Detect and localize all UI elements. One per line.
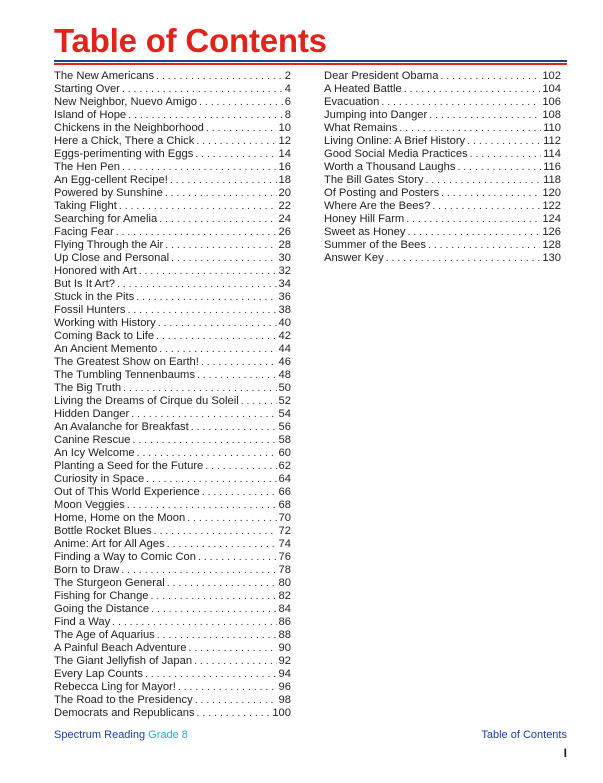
toc-leader-dots	[467, 135, 541, 148]
toc-leader-dots	[187, 512, 276, 525]
toc-entry-title: An Avalanche for Breakfast	[54, 421, 189, 433]
toc-leader-dots	[151, 590, 277, 603]
toc-entry	[54, 161, 291, 174]
toc-leader-dots	[202, 486, 277, 499]
toc-entry-page: 16	[278, 161, 291, 173]
toc-entry-title: Jumping into Danger	[324, 109, 428, 121]
toc-leader-dots	[159, 343, 276, 356]
toc-entry-title: Living Online: A Brief History	[324, 135, 466, 147]
toc-entry-title: Island of Hope	[54, 109, 127, 121]
toc-entry-page: 98	[278, 694, 291, 706]
toc-leader-dots	[429, 109, 540, 122]
toc-entry-title: Curiosity in Space	[54, 473, 145, 485]
toc-leader-dots	[171, 252, 276, 265]
toc-entry-page: 100	[272, 707, 291, 719]
toc-entry-page: 64	[278, 473, 291, 485]
toc-entry-title: But Is It Art?	[54, 278, 115, 290]
toc-entry-page: 24	[278, 213, 291, 225]
toc-entry-title: A Heated Battle	[324, 83, 402, 95]
toc-entry-title: Good Social Media Practices	[324, 148, 468, 160]
toc-entry	[324, 187, 561, 200]
toc-entry-page: 52	[278, 395, 291, 407]
toc-leader-dots	[112, 616, 276, 629]
toc-entry	[54, 265, 291, 278]
toc-leader-dots	[156, 70, 283, 83]
toc-entry	[54, 642, 291, 655]
toc-leader-dots	[197, 707, 271, 720]
toc-entry-title: Answer Key	[324, 252, 384, 264]
toc-leader-dots	[470, 148, 542, 161]
toc-entry-title: Worth a Thousand Laughs	[324, 161, 456, 173]
toc-entry-page: 118	[543, 174, 561, 186]
toc-entry	[324, 70, 561, 83]
toc-entry	[324, 213, 561, 226]
toc-leader-dots	[146, 473, 276, 486]
toc-leader-dots	[178, 681, 277, 694]
toc-entry	[54, 83, 291, 96]
toc-entry-title: Summer of the Bees	[324, 239, 426, 251]
toc-leader-dots	[432, 200, 540, 213]
toc-entry-page: 72	[278, 525, 291, 537]
toc-leader-dots	[127, 499, 277, 512]
toc-entry-page: 34	[278, 278, 291, 290]
toc-leader-dots	[133, 434, 277, 447]
toc-entry-page: 6	[284, 96, 291, 108]
toc-entry	[54, 187, 291, 200]
toc-entry	[54, 174, 291, 187]
toc-entry	[54, 278, 291, 291]
toc-entry-title: The Giant Jellyfish of Japan	[54, 655, 193, 667]
toc-entry	[54, 395, 291, 408]
toc-entry-page: 8	[284, 109, 291, 121]
toc-entry-page: 78	[278, 564, 291, 576]
toc-leader-dots	[117, 278, 277, 291]
toc-entry	[54, 369, 291, 382]
toc-entry-page: 32	[278, 265, 291, 277]
toc-entry-title: Chickens in the Neighborhood	[54, 122, 204, 134]
toc-entry-page: 38	[278, 304, 291, 316]
toc-entry-title: Fossil Hunters	[54, 304, 126, 316]
toc-leader-dots	[145, 668, 277, 681]
toc-entry	[54, 616, 291, 629]
toc-leader-dots	[170, 174, 277, 187]
toc-entry-title: The Big Truth	[54, 382, 122, 394]
toc-entry-page: 70	[278, 512, 291, 524]
toc-entry-title: Find a Way	[54, 616, 111, 628]
toc-leader-dots	[441, 187, 540, 200]
footer-series	[54, 729, 188, 741]
toc-leader-dots	[128, 109, 283, 122]
toc-leader-dots	[119, 200, 277, 213]
toc-entry	[54, 681, 291, 694]
toc-entry-page: 30	[278, 252, 291, 264]
toc-entry-title: Dear President Obama	[324, 70, 439, 82]
toc-entry-page: 102	[542, 70, 561, 82]
toc-leader-dots	[241, 395, 277, 408]
toc-entry-page: 124	[542, 213, 561, 225]
toc-leader-dots	[167, 538, 277, 551]
toc-leader-dots	[404, 83, 541, 96]
toc-leader-dots	[194, 655, 276, 668]
toc-leader-dots	[128, 304, 277, 317]
toc-entry-page: 14	[278, 148, 291, 160]
toc-entry-page: 128	[542, 239, 561, 251]
toc-entry	[54, 694, 291, 707]
toc-entry-page: 62	[278, 460, 291, 472]
toc-leader-dots	[195, 148, 276, 161]
toc-entry-title: Stuck in the Pits	[54, 291, 135, 303]
toc-entry-page: 116	[543, 161, 561, 173]
toc-entry-title: The Hen Pen	[54, 161, 120, 173]
toc-entry	[54, 317, 291, 330]
toc-entry-page: 44	[278, 343, 291, 355]
footer-grade: Grade 8	[148, 729, 188, 741]
toc-entry-title: A Painful Beach Adventure	[54, 642, 187, 654]
toc-entry-title: Of Posting and Posters	[324, 187, 440, 199]
toc-entry-title: Sweet as Honey	[324, 226, 406, 238]
toc-entry	[54, 707, 291, 720]
toc-entry-title: An Icy Welcome	[54, 447, 135, 459]
toc-entry-title: Fishing for Change	[54, 590, 149, 602]
toc-leader-dots	[440, 70, 540, 83]
toc-entry	[54, 447, 291, 460]
toc-entry-title: Bottle Rocket Blues	[54, 525, 152, 537]
toc-entry-title: An Ancient Memento	[54, 343, 158, 355]
toc-entry-page: 88	[278, 629, 291, 641]
title-rule-red	[54, 63, 567, 65]
toc-entry-title: Eggs-perimenting with Eggs	[54, 148, 194, 160]
toc-entry-title: The Tumbling Tennenbaums	[54, 369, 195, 381]
toc-entry-page: 56	[278, 421, 291, 433]
toc-entry	[54, 304, 291, 317]
toc-entry	[54, 564, 291, 577]
toc-entry	[54, 499, 291, 512]
toc-entry-page: 48	[278, 369, 291, 381]
toc-entry-title: Starting Over	[54, 83, 120, 95]
toc-entry-page: 66	[278, 486, 291, 498]
toc-entry-title: Planting a Seed for the Future	[54, 460, 204, 472]
toc-entry-title: The Greatest Show on Earth!	[54, 356, 199, 368]
toc-leader-dots	[205, 460, 276, 473]
toc-leader-dots	[201, 356, 277, 369]
toc-entry	[324, 174, 561, 187]
toc-entry-page: 68	[278, 499, 291, 511]
toc-entry-title: Taking Flight	[54, 200, 117, 212]
toc-entry	[324, 122, 561, 135]
toc-leader-dots	[198, 551, 277, 564]
toc-entry	[54, 655, 291, 668]
toc-entry-page: 106	[542, 96, 561, 108]
toc-column-left	[54, 70, 291, 720]
toc-entry-page: 22	[278, 200, 291, 212]
toc-leader-dots	[196, 135, 276, 148]
toc-leader-dots	[425, 174, 541, 187]
toc-entry-page: 46	[278, 356, 291, 368]
toc-entry	[54, 109, 291, 122]
toc-entry	[54, 122, 291, 135]
toc-entry-title: Born to Draw	[54, 564, 120, 576]
toc-entry-page: 82	[278, 590, 291, 602]
toc-entry-title: Going the Distance	[54, 603, 150, 615]
toc-entry-page: 20	[278, 187, 291, 199]
toc-leader-dots	[151, 603, 276, 616]
toc-entry-page: 28	[278, 239, 291, 251]
toc-entry	[324, 239, 561, 252]
toc-entry-page: 114	[543, 148, 561, 160]
title-rule-blue	[54, 60, 567, 62]
toc-entry-page: 12	[278, 135, 291, 147]
toc-entry-title: Working with History	[54, 317, 156, 329]
toc-leader-dots	[157, 629, 277, 642]
toc-entry	[54, 213, 291, 226]
toc-entry-title: Honey Hill Farm	[324, 213, 405, 225]
toc-entry-title: An Egg-cellent Recipe!	[54, 174, 168, 186]
toc-leader-dots	[165, 187, 277, 200]
toc-entry-page: 74	[278, 538, 291, 550]
toc-entry-page: 40	[278, 317, 291, 329]
toc-leader-dots	[199, 96, 283, 109]
toc-entry-title: The Age of Aquarius	[54, 629, 155, 641]
toc-leader-dots	[137, 447, 277, 460]
toc-entry-page: 122	[542, 200, 561, 212]
toc-entry	[54, 434, 291, 447]
toc-entry-title: Canine Rescue	[54, 434, 131, 446]
toc-entry	[54, 135, 291, 148]
toc-leader-dots	[165, 239, 276, 252]
toc-entry-page: 54	[278, 408, 291, 420]
toc-entry	[324, 135, 561, 148]
toc-entry-page: 42	[278, 330, 291, 342]
toc-entry-title: Democrats and Republicans	[54, 707, 195, 719]
page-title: Table of Contents	[54, 22, 327, 59]
toc-entry	[54, 577, 291, 590]
toc-entry-page: 60	[278, 447, 291, 459]
toc-entry-page: 10	[278, 122, 291, 134]
toc-entry-page: 120	[542, 187, 561, 199]
toc-leader-dots	[136, 291, 276, 304]
toc-entry	[54, 200, 291, 213]
toc-entry	[54, 421, 291, 434]
toc-entry	[54, 590, 291, 603]
toc-entry-title: The Sturgeon General	[54, 577, 165, 589]
toc-leader-dots	[195, 694, 277, 707]
toc-entry-title: Hidden Danger	[54, 408, 130, 420]
toc-entry-page: 4	[284, 83, 291, 95]
toc-leader-dots	[191, 421, 277, 434]
toc-leader-dots	[428, 239, 540, 252]
toc-entry-page: 92	[278, 655, 291, 667]
toc-entry-title: Facing Fear	[54, 226, 114, 238]
toc-entry-title: What Remains	[324, 122, 398, 134]
toc-entry-page: 112	[543, 135, 561, 147]
toc-entry-title: The Bill Gates Story	[324, 174, 424, 186]
toc-entry-page: 76	[278, 551, 291, 563]
toc-entry-page: 84	[278, 603, 291, 615]
toc-entry	[324, 161, 561, 174]
toc-leader-dots	[158, 317, 277, 330]
toc-entry-page: 26	[278, 226, 291, 238]
toc-entry	[54, 356, 291, 369]
toc-leader-dots	[122, 161, 277, 174]
toc-leader-dots	[188, 642, 276, 655]
toc-leader-dots	[139, 265, 277, 278]
footer-series-name: Spectrum Reading	[54, 729, 146, 741]
toc-leader-dots	[122, 83, 283, 96]
toc-entry-page: 80	[278, 577, 291, 589]
toc-entry-title: Living the Dreams of Cirque du Soleil	[54, 395, 239, 407]
toc-entry	[54, 408, 291, 421]
toc-entry	[54, 512, 291, 525]
toc-leader-dots	[206, 122, 277, 135]
toc-entry-title: The New Americans	[54, 70, 155, 82]
toc-entry	[54, 460, 291, 473]
toc-entry	[54, 291, 291, 304]
toc-entry-title: Searching for Amelia	[54, 213, 158, 225]
toc-entry	[324, 148, 561, 161]
toc-leader-dots	[131, 408, 276, 421]
toc-entry	[54, 382, 291, 395]
toc-entry	[324, 83, 561, 96]
toc-entry-title: Where Are the Bees?	[324, 200, 431, 212]
toc-leader-dots	[381, 96, 540, 109]
toc-entry-page: 58	[278, 434, 291, 446]
toc-entry-page: 2	[284, 70, 291, 82]
toc-entry-title: Every Lap Counts	[54, 668, 143, 680]
toc-entry	[324, 226, 561, 239]
toc-entry-page: 90	[278, 642, 291, 654]
toc-entry-page: 126	[542, 226, 561, 238]
toc-leader-dots	[154, 525, 277, 538]
toc-entry	[54, 70, 291, 83]
toc-entry	[54, 226, 291, 239]
toc-entry-page: 86	[278, 616, 291, 628]
toc-entry-title: Home, Home on the Moon	[54, 512, 186, 524]
toc-leader-dots	[457, 161, 541, 174]
toc-entry	[54, 668, 291, 681]
toc-entry-title: Up Close and Personal	[54, 252, 170, 264]
toc-entry-title: Out of This World Experience	[54, 486, 200, 498]
toc-entry-page: 130	[542, 252, 561, 264]
toc-leader-dots	[156, 330, 276, 343]
toc-leader-dots	[399, 122, 541, 135]
toc-entry	[54, 629, 291, 642]
toc-entry-page: 94	[278, 668, 291, 680]
toc-leader-dots	[406, 213, 540, 226]
toc-entry	[324, 109, 561, 122]
toc-entry-title: Here a Chick, There a Chick	[54, 135, 195, 147]
toc-entry-title: Coming Back to Life	[54, 330, 155, 342]
toc-entry	[54, 486, 291, 499]
toc-leader-dots	[159, 213, 276, 226]
toc-entry-title: Evacuation	[324, 96, 380, 108]
toc-leader-dots	[167, 577, 277, 590]
toc-entry-title: Honored with Art	[54, 265, 137, 277]
toc-leader-dots	[407, 226, 540, 239]
toc-entry	[324, 200, 561, 213]
toc-entry	[54, 148, 291, 161]
toc-entry-title: Moon Veggies	[54, 499, 125, 511]
toc-entry	[54, 239, 291, 252]
footer-section: Table of Contents	[481, 729, 567, 741]
toc-entry-page: 96	[278, 681, 291, 693]
toc-entry-page: 50	[278, 382, 291, 394]
toc-entry-title: The Road to the Presidency	[54, 694, 193, 706]
toc-entry	[54, 252, 291, 265]
toc-entry-page: 110	[543, 122, 561, 134]
toc-entry-title: Anime: Art for All Ages	[54, 538, 165, 550]
toc-entry-title: New Neighbor, Nuevo Amigo	[54, 96, 198, 108]
toc-entry	[54, 538, 291, 551]
toc-entry	[324, 252, 561, 265]
toc-entry	[324, 96, 561, 109]
toc-leader-dots	[116, 226, 277, 239]
toc-column-right	[324, 70, 561, 265]
toc-entry-page: 108	[542, 109, 561, 121]
toc-entry	[54, 96, 291, 109]
toc-entry-page: 104	[542, 83, 561, 95]
toc-leader-dots	[123, 382, 276, 395]
toc-entry	[54, 343, 291, 356]
toc-entry-title: Flying Through the Air	[54, 239, 164, 251]
toc-entry-page: 36	[278, 291, 291, 303]
toc-leader-dots	[121, 564, 276, 577]
toc-leader-dots	[197, 369, 277, 382]
toc-entry-page: 18	[278, 174, 291, 186]
toc-leader-dots	[386, 252, 541, 265]
toc-entry	[54, 551, 291, 564]
toc-entry-title: Powered by Sunshine	[54, 187, 163, 199]
toc-entry	[54, 473, 291, 486]
page-number: I	[563, 746, 567, 760]
toc-entry-title: Finding a Way to Comic Con	[54, 551, 196, 563]
toc-entry	[54, 330, 291, 343]
toc-entry	[54, 525, 291, 538]
toc-entry-title: Rebecca Ling for Mayor!	[54, 681, 176, 693]
toc-entry	[54, 603, 291, 616]
